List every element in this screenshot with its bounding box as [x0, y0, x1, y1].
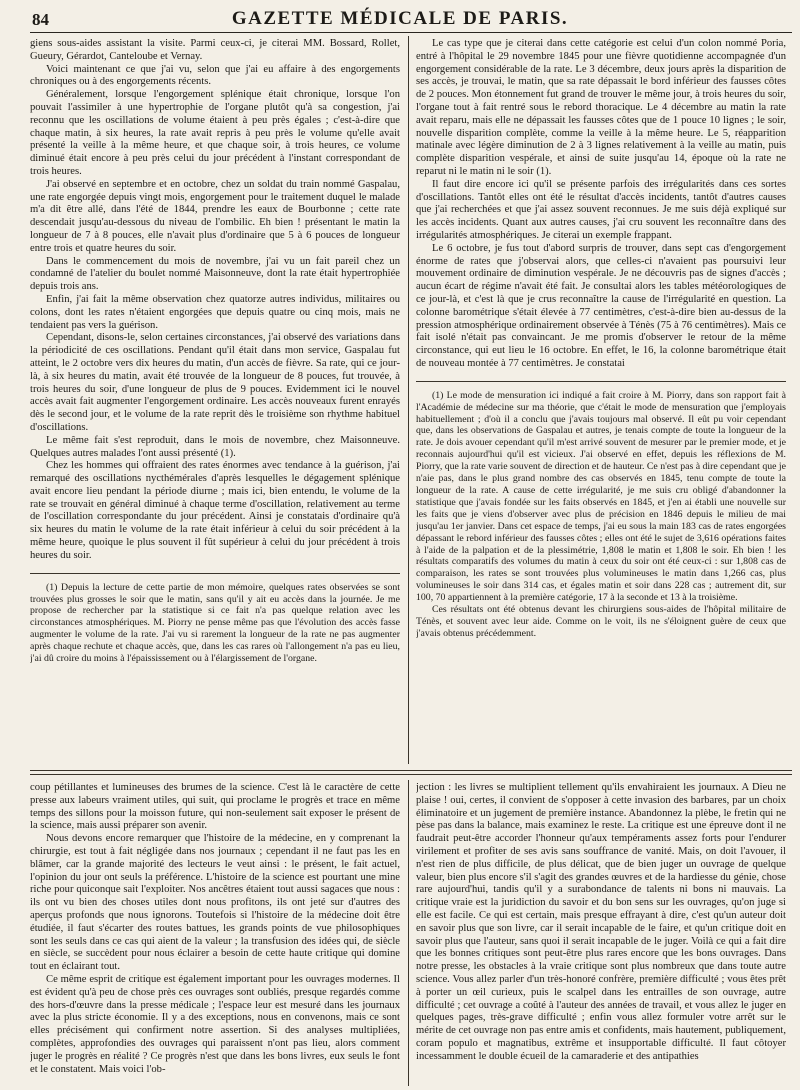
paragraph: Il faut dire encore ici qu'il se présente parfois des irrégularités dans ces sortes d'oscillations. Tantôt elles ont été le résultat d'accès incidents, tantôt d'autres causes que j'ai recherchées et que j'ai assez souvent reconnues. Je me suis déjà expliqué sur les accès incidents. Quant aux autres causes, j'ai cru souvent les reconnaître dans des irrégularités atmosphériques. Je citerai un exemple frappant.: [416, 178, 786, 241]
lower-left-column: [30, 782, 400, 1086]
column-divider-upper: [408, 36, 409, 764]
upper-right-column: [416, 38, 786, 762]
footnote: (1) Depuis la lecture de cette partie de mon mémoire, quelques rates observées se sont trouvées plus grosses le soir que le matin, sans qu'il y ait eu accès dans la journée. Je me propose de rechercher par la statistique si ce fait n'a pas quelque relation avec les circonstances atmosphériques. M. Piorry ne pense même pas que l'évolution des accès fasse augmenter le volume de la rate. J'ai vu si rarement la longueur de la rate ne pas augmenter après chaque rechute et chaque accès, que, dans les cas rares où l'allongement n'a pas eu lieu, j'ai dû croire du moins à l'épaississement ou à l'élargissement de l'organe.: [30, 581, 400, 665]
lower-right-column: [416, 782, 786, 1086]
paragraph: Le 6 octobre, je fus tout d'abord surpris de trouver, dans sept cas d'engorgement énorme de rates que j'observai alors, que celles-ci n'avaient pas poursuivi leur mouvement ordinaire de diminution vespérale. Je ne découvris pas de signes d'accès ; aucun écart de régime n'avait été fait. Je consultai alors les tables météorologiques de ce jour-là, et c'est là que je crus reconnaître la cause de l'irrégularité en question. La colonne barométrique s'était élevée à 77 centimètres, c'est-à-dire bien au-dessus de la pression atmosphérique ordinairement observée à Ténès (75 à 76 centimètres). Mais ce fait isolé n'était pas convaincant. Je me promis d'observer le retour de la même circonstance, qui eut lieu le 16 octobre. En effet, le 16, la colonne barométrique était de nouveau montée à 77 centimètres. Je constatai: [416, 242, 786, 369]
paragraph: Voici maintenant ce que j'ai vu, selon que j'ai eu affaire à des engorgements chroniques ou à des engorgements récents.: [30, 63, 400, 88]
paragraph: Le même fait s'est reproduit, dans le mois de novembre, chez Maisonneuve. Quelques autres malades l'ont aussi présenté (1).: [30, 434, 400, 459]
paragraph: Ce même esprit de critique est également important pour les ouvrages modernes. Il est évident qu'à peu de chose près ces ouvrages sont oubliés, presque regardés comme des hors-d'œuvre dans la presse médicale ; l'espace leur est mesuré dans les journaux avec la plus stricte économie. Il y a des exceptions, nous en convenons, mais ce sont elles précisément qui confirment notre assertion. Si des analyses multipliées, complètes, approfondies des ouvrages qui paraissent n'ont pas lieu, alors comment juger le progrès en réalité ? Ce progrès n'est que dans les bons livres, eux seuls le font et le constatent. Mais voici l'ob-: [30, 973, 400, 1075]
paragraph: Chez les hommes qui offraient des rates énormes avec tendance à la guérison, j'ai remarqué des oscillations nycthémérales d'après lesquelles le dégagement splénique avait encore lieu pendant la période diurne ; mais ici, bien entendu, le volume de la rate se trouvait en général diminué à chaque terme d'oscillation, relativement au terme de l'oscillation correspondante du jour précédent. Ainsi je constatais d'ordinaire qu'à six heures du matin le volume de la rate était inférieur à celui du soir précédent à la même heure, quoique le plus souvent il fût supérieur à celui du jour précédent à trois heures du soir.: [30, 460, 400, 561]
column-divider-lower: [408, 780, 409, 1086]
footnote: (1) Le mode de mensuration ici indiqué a fait croire à M. Piorry, dans son rapport fait à l'Académie de médecine sur ma théorie, que c'était le mode de mensuration que j'employais habituellement ; d'où il a conclu que j'avais toujours mal observé. Il eût pu voir cependant que, dans les observations de Gaspalau et autres, je tenais compte de toute la longueur de la rate. Je dois avouer cependant qu'il m'est arrivé souvent de mesurer par le premier mode, et je reconnais aujourd'hui qu'il est vicieux. J'ai observé en effet, depuis les réflexions de M. Piorry, que la rate varie souvent de direction et de hauteur. Ce n'est pas à dire cependant que je n'aie pas, dans le plus grand nombre des cas observés en 1845, tenu compte de toute la longueur de la rate. A cause de cette irrégularité, je me suis cru obligé d'abandonner la statistique que j'avais fondée sur les faits observés en 1845, et j'en ai établi une nouvelle sur les faits que je viens d'observer avec plus de précision en 1846 depuis le milieu de mai jusqu'au 1er janvier. Dans cet espace de temps, j'ai eu sous la main 183 cas de rates engorgées dépassant le rebord inférieur des fausses côtes ; elles ont été le sujet de 3,616 opérations faites à l'aide de la palpation et de la plessimétrie, 1,808 le matin et 1,808 le soir. Eh bien ! les résultats comparatifs des volumes du matin à ceux du soir ont été ceux-ci : sur 1,808 cas de comparaison, les rates se sont trouvées plus volumineuses le matin dans 1,266 cas, plus volumineuses le soir dans 314 cas, et égales matin et soir dans 228 cas ; autrement dit, sur 100, 70 appartiennent à la première catégorie, 17 à la seconde et 13 à la troisième.: [416, 389, 786, 604]
paragraph: Le cas type que je citerai dans cette catégorie est celui d'un colon nommé Poria, entré à l'hôpital le 29 novembre 1845 pour une fièvre quotidienne accompagnée d'un engorgement considérable de la rate. Le 3 décembre, deux jours après la disparition de ses accès, je trouvai, le matin, que sa rate dépassait le bord inférieur des fausses côtes de 2 pouces. Mon étonnement fut grand de trouver le même jour, à trois heures du soir, l'organe tout à fait rentré sous le rebord thoracique. Le 4 décembre au matin la rate avait reparu, mais elle ne dépassait les fausses côtes que de 1 pouce 10 lignes ; le soir, nouvelle disparition complète, comme la veille à la même heure. Le 5, réapparition matinale avec légère diminution de 2 à 3 lignes relativement à la veille au matin, puis complète disparition vespérale, et ainsi de suite jusqu'au 14, époque où la rate ne reparut ni le matin ni le soir (1).: [416, 38, 786, 177]
paragraph: Dans le commencement du mois de novembre, j'ai vu un fait pareil chez un condamné de l'atelier du boulet nommé Maisonneuve, dont la rate était hypertrophiée depuis trois ans.: [30, 255, 400, 293]
page-number: 84: [32, 10, 49, 29]
header-rule: [30, 32, 792, 33]
footnote-continued: Ces résultats ont été obtenus devant les chirurgiens sous-aides de l'hôpital militaire de Ténès, et souvent avec leur aide. Comme on le voit, ils ne s'éloignent guère de ceux que j'avais obtenus précédemment.: [416, 604, 786, 639]
paragraph: Cependant, disons-le, selon certaines circonstances, j'ai observé des variations dans la périodicité de ces oscillations. Pendant qu'il était dans mon service, Gaspalau fut atteint, le 2 octobre vers dix heures du matin, d'un accès de fièvre. Sa rate, qui ce jour-là, à six heures du matin, avait été trouvée de la longueur de 8 pouces, fut trouvée, à trois heures du soir, d'une longueur de plus de 9 pouces. Evidemment ici le nouvel accès avait fait augmenter l'engorgement ordinaire. Les accès nouveaux furent enrayés dès le second jour, et le volume de la rate reprit dès le troisième son rhythme habituel d'oscillations.: [30, 332, 400, 433]
paragraph: Généralement, lorsque l'engorgement splénique était chronique, lorsque l'on pouvait l'assimiler à une hypertrophie de l'organe plutôt qu'à sa congestion, j'ai reconnu que les oscillations de volume étaient à peu près égales ; c'est-à-dire que chaque matin, à six heures, la rate avait repris à peu près le volume qu'elle avait présenté la veille à la même heure, et que chaque soir, à trois heures, ce volume diminué était encore à peu près celui du jour précédent à l'instant correspondant de trois heures.: [30, 89, 400, 177]
footnote-separator: [30, 573, 400, 574]
upper-left-column: [30, 38, 400, 762]
paragraph: jection : les livres se multiplient tellement qu'ils envahiraient les journaux. A Dieu ne plaise ! oui, certes, il convient de s'opposer à cette invasion des barbares, par un choix éliminatoire et un jugement de première instance. Abandonnez la plèbe, le fretin qui ne pèse pas dans la balance, mais examinez le reste. La critique est une épreuve dont il ne faudrait peut-être accorder l'honneur qu'aux tempéraments assez forts pour l'endurer virilement et profiter de ses avis sans souffrance de vanité. Mais, on doit l'avouer, il n'est rien de plus difficile, de plus délicat, que de bien juger un ouvrage de quelque valeur, bien plus encore s'il s'agit des grandes œuvres et de la hardiesse du génie, chose rare aujourd'hui, tandis qu'il y a surabondance de talents ni bons ni mauvais. La critique vraie est la juridiction du savoir et du bon sens sur les ouvrages, qu'on juge si elle est facile. Ce qui est certain, mais presque effrayant à dire, c'est qu'un auteur doit en savoir plus que son livre, car il serait incapable de le faire, et qu'un critique doit en savoir plus que l'auteur, sans quoi il serait incapable de le juger. Voilà ce qui a fait dire que les bonnes critiques sont peut-être plus rares encore que les bons ouvrages. Dans notre presse, les obstacles à la vraie critique sont plus nombreux que dans toute autre science. Vous allez parler d'un très-honoré confrère, première difficulté ; vous êtes prêt à porter un œil curieux, puis le scalpel dans les entrailles de son ouvrage, autre difficulté ; cet ouvrage a coûté à l'auteur des années de travail, et vous allez le juger en quelques pages, très-grave difficulté ; enfin vous allez formuler votre arrêt sur le mérite de cet ouvrage non pas entre amis et confidents, mais hautement, publiquement, coram populo et magnatibus, extrême et insupportable difficulté. Il faut côtoyer incessamment le double écueil de la camaraderie et des antipathies: [416, 782, 786, 1062]
paragraph: J'ai observé en septembre et en octobre, chez un soldat du train nommé Gaspalau, une rate engorgée depuis vingt mois, engorgement pour le traitement duquel le malade m'a dit être allé, dans l'été de 1844, prendre les eaux de Bourbonne ; cette rate descendait jusqu'au-dessous du niveau de l'ombilic. Eh bien ! présentant le matin la longueur de 7 à 8 pouces, elle n'avait plus d'ordinaire que 5 à 6 pouces de longueur entre trois et quatre heures du soir.: [30, 178, 400, 254]
paragraph: Nous devons encore remarquer que l'histoire de la médecine, en y comprenant la chirurgie, est tout à fait négligée dans nos journaux ; cependant il ne faut pas les en blâmer, car la grande majorité des lecteurs le veut ainsi : le présent, le fait actuel, l'opinion du jour ont seuls la préférence. L'histoire de la science est pourtant une mine riche pour quiconque sait l'exploiter. Nos ancêtres étaient tout aussi sagaces que nous : ils ont vu bien des choses utiles dont nous profitons, ils ont jeté sur d'autres des aperçus profonds que nous ignorons. Toutefois si l'histoire de la médecine doit être étudiée, il faut s'écarter des routes battues, les grands points de vue philosophiques sont les seuls dans ce cas qui aient de la valeur ; la transfusion des idées qui, de siècle en siècle, se succèdent pour nous éclairer a besoin de cette haute critique qui domine tout en éclairant tout.: [30, 833, 400, 973]
footnote-separator: [416, 381, 786, 382]
section-rule: [30, 770, 792, 771]
page-header: [0, 0, 800, 30]
journal-title: GAZETTE MÉDICALE DE PARIS.: [231, 8, 569, 29]
section-rule-double: [30, 774, 792, 775]
paragraph: giens sous-aides assistant la visite. Parmi ceux-ci, je citerai MM. Bossard, Rollet, Gueury, Gérardot, Canteloube et Vernay.: [30, 38, 400, 62]
paragraph: coup pétillantes et lumineuses des brumes de la science. C'est là le caractère de cette presse aux labeurs vraiment utiles, qui suit, qui proclame le progrès et trace en même temps des sillons pour la moisson future, qui non-seulement sait exposer le présent de la science, mais aussi préparer son avenir.: [30, 782, 400, 832]
paragraph: Enfin, j'ai fait la même observation chez quatorze autres individus, militaires ou colons, dont les rates n'étaient engorgées que depuis quatre ou cinq mois, mais ne tendaient pas vers la guérison.: [30, 293, 400, 331]
